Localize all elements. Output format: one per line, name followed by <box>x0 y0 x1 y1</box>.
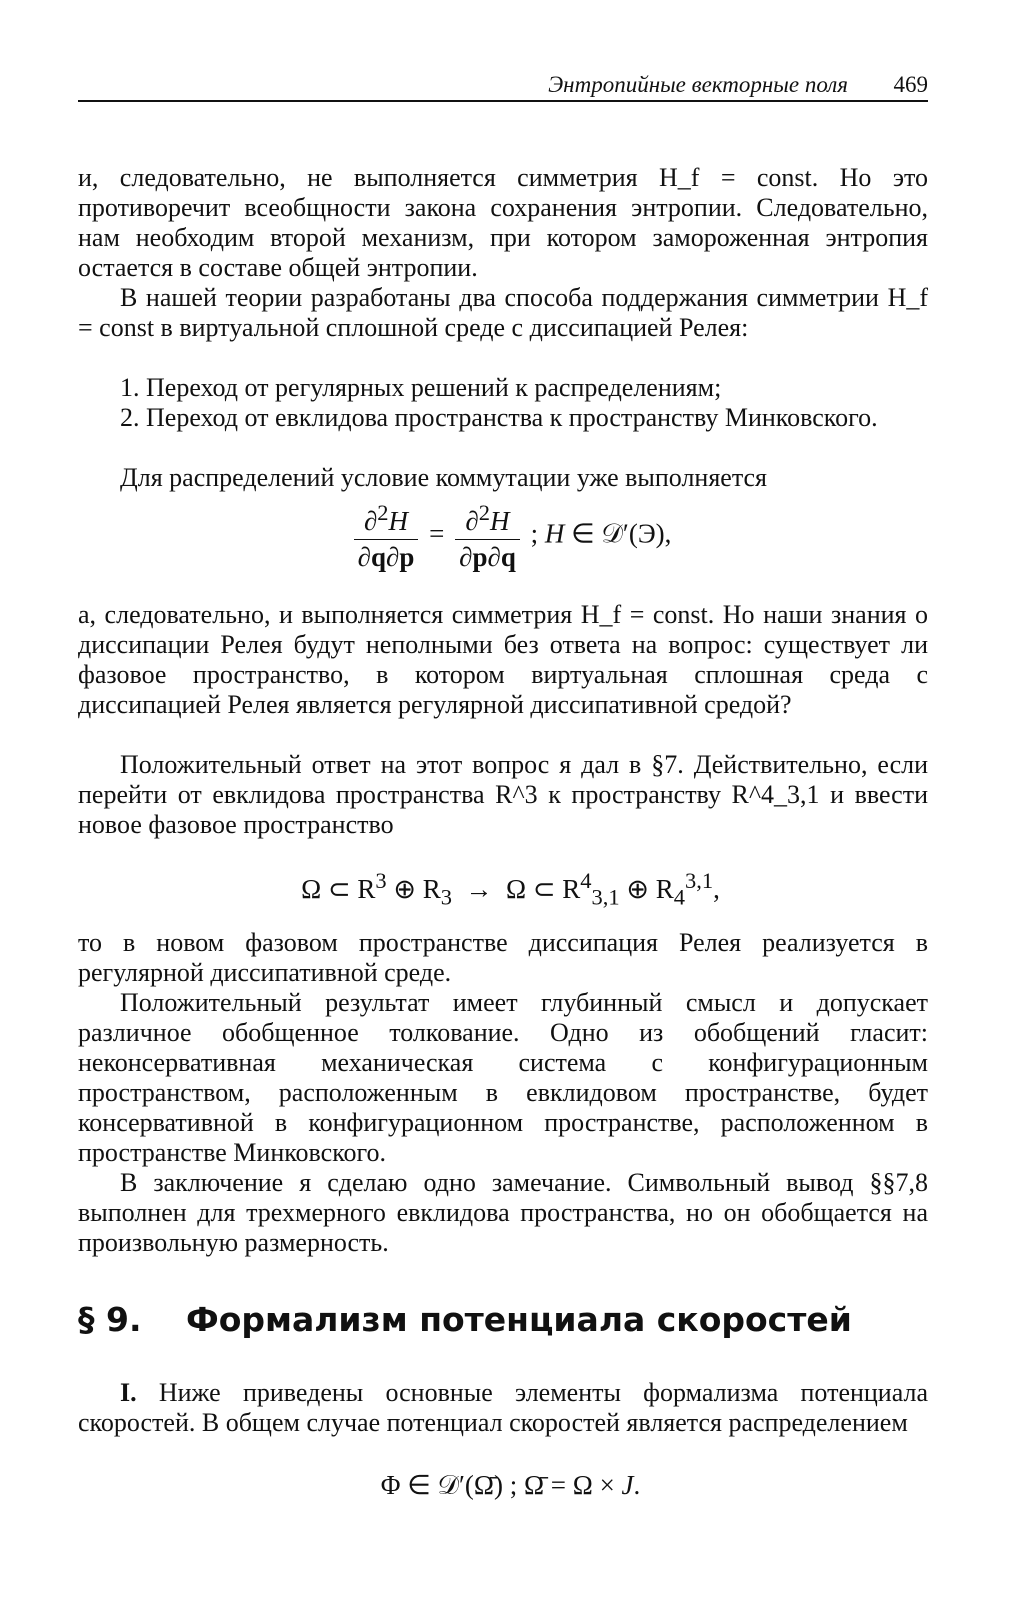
paragraph-1: и, следовательно, не выполняется симметрия H_f = const. Но это противоречит всеобщности закона сохранения энтропии. Следовательно, нам необходим второй механизм, при котором замороженная энтропия остается в составе общей энтропии. <box>78 163 928 282</box>
formula-distribution: Φ ∈ 𝒟′(Ω̄) ; Ω̄ = Ω × J. <box>380 1470 641 1500</box>
paragraph-5: Положительный ответ на этот вопрос я дал в §7. Действительно, если перейти от евклидова пространства R^3 к пространству R^4_3,1 и ввести новое фазовое пространство <box>78 750 928 839</box>
section-intro <box>78 1378 928 1438</box>
list-item-1: 1. Переход от регулярных решений к распределениям; <box>120 373 722 402</box>
formula-phase-space: Ω ⊂ $R^3$ ⊕ $R_3 \to \Omega$ ⊂ $R^4_{3,1}$ ⊕ $R_4^{3,1}$, <box>301 868 720 910</box>
running-title: Энтропийные векторные поля <box>548 72 848 97</box>
section-title: Формализм потенциала скоростей <box>186 1300 852 1339</box>
paragraph-7: Положительный результат имеет глубинный смысл и допускает различное обобщенное толкование. Одно из обобщений гласит: неконсервативная механическая система с конфигурационным пространством, расположенным в евклидовом пространстве, будет консервативной в конфигурационном пространстве, расположенном в пространстве Минковского. <box>78 988 928 1167</box>
paragraph-2: В нашей теории разработаны два способа поддержания симметрии H_f = const в виртуальной сплошной среде с диссипацией Релея: <box>78 283 928 342</box>
intro-text: Ниже приведены основные элементы формализма потенциала скоростей. В общем случае потенциал скоростей является распределением <box>78 1378 929 1437</box>
running-header <box>78 70 928 102</box>
page-number: 469 <box>893 72 928 97</box>
paragraph-6: то в новом фазовом пространстве диссипация Релея реализуется в регулярной диссипативной среде. <box>78 928 928 987</box>
list-item-2: 2. Переход от евклидова пространства к пространству Минковского. <box>120 403 878 432</box>
formula-commutation: $\frac{\partial^2H}{\partial q\partial p}$ = $\frac{\partial^2H}{\partial p\partial q}$ ; H ∈ 𝒟′(Э), <box>0 500 1021 573</box>
paragraph-4: а, следовательно, и выполняется симметрия H_f = const. Но наши знания о диссипации Релея будут неполными без ответа на вопрос: существует ли фазовое пространство, в котором виртуальная сплошная среда с диссипацией Релея является регулярной диссипативной средой? <box>78 600 928 719</box>
intro-marker: I. <box>120 1378 137 1407</box>
section-number: § 9. <box>78 1300 142 1339</box>
paragraph-8: В заключение я сделаю одно замечание. Символьный вывод §§7,8 выполнен для трехмерного евклидова пространства, но он обобщается на произвольную размерность. <box>78 1168 928 1257</box>
paragraph-3: Для распределений условие коммутации уже выполняется <box>120 463 768 492</box>
section-heading <box>78 1300 928 1339</box>
